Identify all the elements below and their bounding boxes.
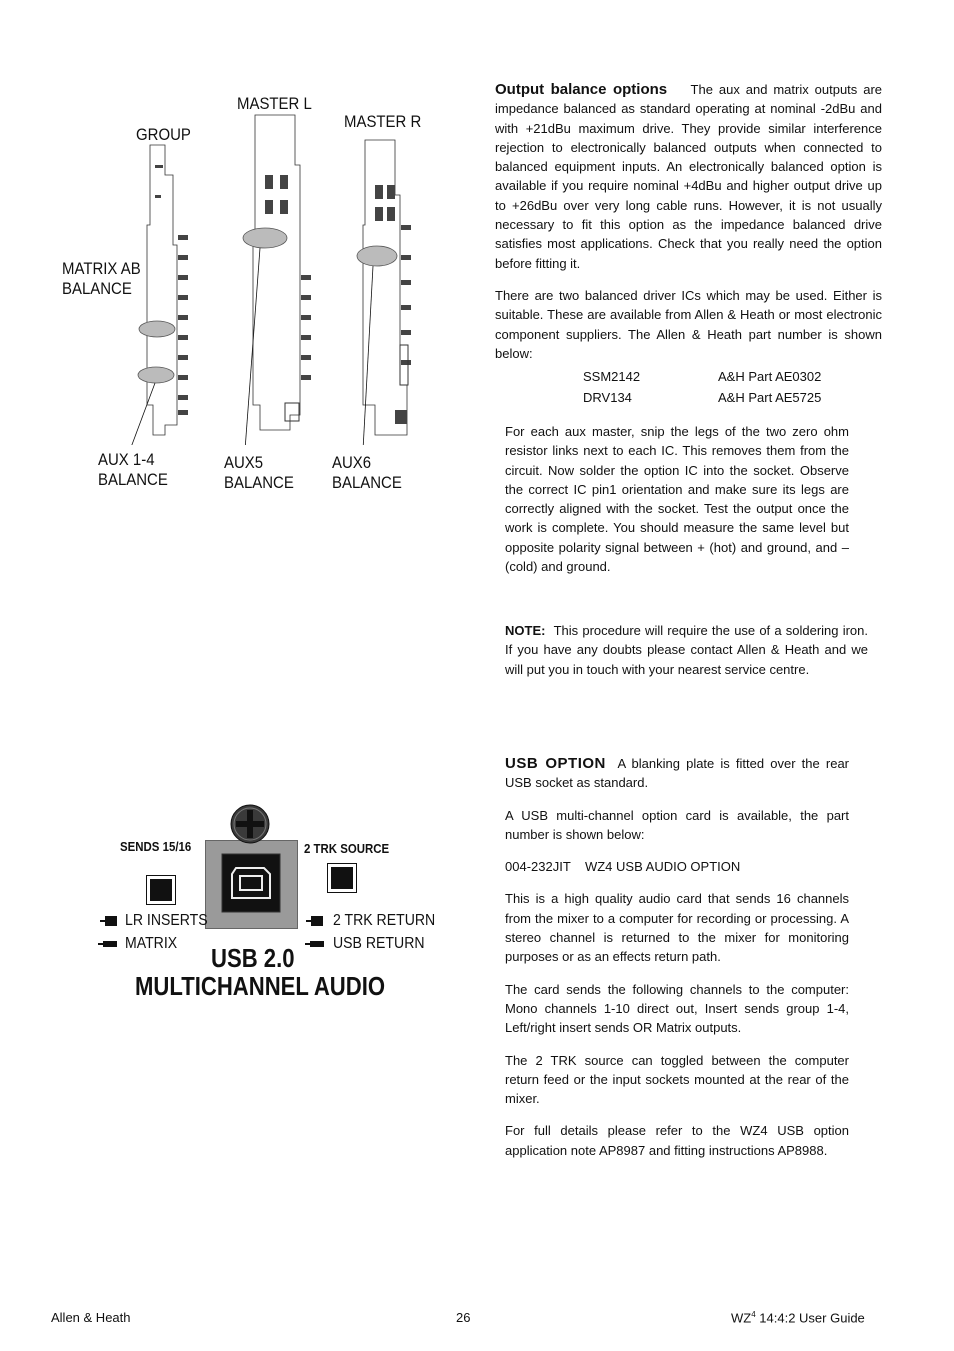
label-master-l: MASTER L <box>237 94 312 113</box>
usb-b-socket-icon <box>220 852 282 914</box>
usb-title-line1: USB 2.0 <box>211 943 295 973</box>
usb-return-jack-icon <box>305 939 325 949</box>
usb-return-label: USB RETURN <box>333 935 425 952</box>
usb-option-para5: The 2 TRK source can toggled between the computer return feed or the input sockets mounted at the rear of the mixer. <box>505 1052 849 1107</box>
footer-right-sup: 4 <box>751 1310 756 1319</box>
label-aux14-1: AUX 1-4 <box>98 450 155 469</box>
note-label: NOTE: <box>505 623 546 638</box>
sends-15-16-button[interactable] <box>146 875 176 905</box>
part-row-1-part: A&H Part AE0302 <box>718 369 822 384</box>
output-balance-para2: There are two balanced driver ICs which may be used. Either is suitable. These are available from Allen & Heath or most electronic component suppliers. The Allen & Heath part number is shown below: <box>495 287 882 361</box>
label-matrix-ab-2: BALANCE <box>62 279 132 298</box>
footer-right-post: 14:4:2 User Guide <box>755 1310 865 1326</box>
footer-right-pre: WZ <box>731 1310 752 1326</box>
label-aux5-2: BALANCE <box>224 473 294 492</box>
output-balance-para3: For each aux master, snip the legs of the two zero ohm resistor links next to each IC. This removes them from the circuit. Now solder the option IC into the socket. Observe the correct IC pin1 orientation and make sure its legs are correctly aligned with the socket. Test the output once the work is complete. You should measure the same level but opposite polarity signal between + (hot) and ground, and – (cold) and ground. <box>505 424 849 575</box>
usb-option-section <box>505 754 849 1160</box>
usb-title-line2: MULTICHANNEL AUDIO <box>135 971 386 1001</box>
matrix-label: MATRIX <box>125 935 178 952</box>
2trk-source-button[interactable] <box>327 863 357 893</box>
2trk-return-label: 2 TRK RETURN <box>333 912 436 929</box>
footer-left: Allen & Heath <box>51 1310 131 1325</box>
part-row-2-part: A&H Part AE5725 <box>718 390 822 405</box>
label-group: GROUP <box>136 125 191 144</box>
2trk-return-jack-icon <box>306 914 324 928</box>
label-aux14-2: BALANCE <box>98 470 168 489</box>
matrix-jack-icon <box>98 939 118 949</box>
usb-option-part: 004-232JIT WZ4 USB AUDIO OPTION <box>505 859 741 875</box>
note-block <box>505 621 868 679</box>
part-row-2-ic: DRV134 <box>583 390 632 405</box>
lr-inserts-label: LR INSERTS <box>125 912 208 929</box>
usb-option-heading: USB OPTION <box>505 755 606 772</box>
note-text: This procedure will require the use of a soldering iron. If you have any doubts please contact Allen & Heath and we will put you in touch with your nearest service centre. <box>505 623 868 677</box>
label-matrix-ab-1: MATRIX AB <box>62 259 141 278</box>
footer-page-number: 26 <box>456 1310 471 1325</box>
screw-icon <box>229 803 271 845</box>
output-balance-section <box>495 80 882 363</box>
label-aux6-1: AUX6 <box>332 453 372 472</box>
output-balance-para1: The aux and matrix outputs are impedance balanced as standard operating at nominal -2dBu and with +21dBu maximum drive. They provide similar interference rejection to electronically balanced outputs when connected to balanced equipment inputs. An electronically balanced option is available if you require nominal +4dBu and higher output drive up to +26dBu over very long cable runs. However, it is not usually necessary to fit this option as the impedance balanced drive satisfies most applications. Check that you really need the option before fitting it. <box>495 82 882 271</box>
footer-right <box>731 1310 865 1325</box>
part-row-1-ic: SSM2142 <box>583 369 641 384</box>
output-balance-heading: Output balance options <box>495 81 668 98</box>
usb-option-para3: This is a high quality audio card that sends 16 channels from the mixer to a computer for recording or processing. A stereo channel is returned to the mixer for monitoring purposes or as an effects return path. <box>505 891 849 965</box>
lr-inserts-jack-icon <box>100 914 118 928</box>
sends-15-16-label: SENDS 15/16 <box>120 839 192 854</box>
label-master-r: MASTER R <box>344 112 422 131</box>
pcb-diagram <box>95 105 425 445</box>
2trk-source-label: 2 TRK SOURCE <box>304 841 390 856</box>
usb-option-para6: For full details please refer to the WZ4 USB option application note AP8987 and fitting instructions AP8988. <box>505 1123 849 1158</box>
label-aux5-1: AUX5 <box>224 453 264 472</box>
label-aux6-2: BALANCE <box>332 473 402 492</box>
usb-option-para1: A blanking plate is fitted over the rear USB socket as standard. <box>505 756 850 791</box>
usb-option-para2: A USB multi-channel option card is available, the part number is shown below: <box>505 807 849 842</box>
usb-option-para4: The card sends the following channels to the computer: Mono channels 1-10 direct out, Insert sends group 1-4, Left/right insert sends OR Matrix outputs. <box>505 981 849 1036</box>
